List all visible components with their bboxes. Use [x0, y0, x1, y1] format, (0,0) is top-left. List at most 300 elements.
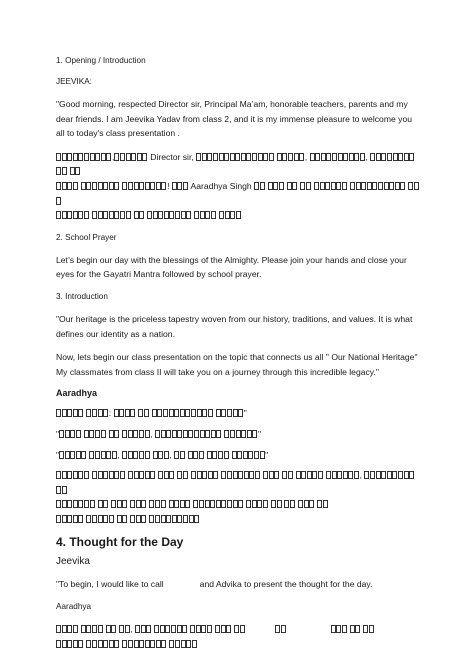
missing-glyph-box [62, 471, 67, 479]
missing-glyph-box [252, 153, 257, 161]
missing-glyph-box [356, 182, 361, 190]
missing-glyph-box [62, 486, 67, 494]
missing-glyph-box [137, 153, 142, 161]
missing-glyph-box [86, 182, 91, 190]
missing-glyph-box [408, 182, 413, 190]
missing-glyph-box [67, 182, 72, 190]
missing-glyph-box [70, 430, 75, 438]
hindi-line [56, 499, 328, 509]
missing-glyph-box [241, 153, 246, 161]
missing-glyph-box [237, 451, 242, 459]
missing-glyph-box [404, 153, 409, 161]
missing-glyph-box [131, 153, 136, 161]
missing-glyph-box [120, 153, 125, 161]
missing-glyph-box [180, 409, 185, 417]
missing-glyph-box [254, 182, 259, 190]
missing-glyph-box [238, 471, 243, 479]
missing-glyph-box [185, 500, 190, 508]
missing-glyph-box [150, 471, 155, 479]
missing-glyph-box [62, 167, 67, 175]
missing-glyph-box [78, 211, 83, 219]
missing-glyph-box [86, 640, 91, 648]
missing-glyph-box [161, 500, 166, 508]
missing-glyph-box [56, 500, 61, 508]
missing-glyph-box [169, 409, 174, 417]
missing-glyph-box [172, 430, 177, 438]
missing-glyph-box [163, 409, 168, 417]
missing-glyph-box [65, 451, 70, 459]
missing-glyph-box [224, 451, 229, 459]
missing-glyph-box [342, 182, 347, 190]
missing-glyph-box [122, 640, 127, 648]
missing-glyph-box [161, 430, 166, 438]
thought-call-paragraph [56, 577, 422, 592]
missing-glyph-box [161, 515, 166, 523]
missing-glyph-box [194, 430, 199, 438]
hindi-quote-1: : " [56, 406, 422, 421]
missing-glyph-box [126, 211, 131, 219]
missing-glyph-box [114, 430, 119, 438]
missing-glyph-box [370, 471, 375, 479]
missing-glyph-box [103, 500, 108, 508]
missing-glyph-box [279, 182, 284, 190]
missing-glyph-box [149, 500, 154, 508]
missing-glyph-box [128, 182, 133, 190]
missing-glyph-box [188, 430, 193, 438]
missing-glyph-box [207, 451, 212, 459]
missing-glyph-box [141, 500, 146, 508]
missing-glyph-box [277, 500, 282, 508]
missing-glyph-box [364, 471, 369, 479]
missing-glyph-box [98, 409, 103, 417]
hindi-quote-2: " , " [56, 428, 262, 439]
hindi-line: ! [56, 181, 189, 191]
missing-glyph-box [128, 640, 133, 648]
missing-glyph-box [166, 515, 171, 523]
missing-glyph-box [130, 500, 135, 508]
missing-glyph-box [156, 182, 161, 190]
missing-glyph-box [169, 471, 174, 479]
missing-glyph-box [56, 486, 61, 494]
missing-glyph-box [246, 500, 251, 508]
missing-glyph-box [155, 500, 160, 508]
missing-glyph-box [249, 471, 254, 479]
missing-glyph-box [268, 182, 273, 190]
speaker-aaradhya-bold: Aaradhya [56, 388, 98, 399]
missing-glyph-box [208, 409, 213, 417]
missing-glyph-box [273, 182, 278, 190]
missing-glyph-box [211, 430, 216, 438]
missing-glyph-box [122, 451, 127, 459]
missing-glyph-box [227, 500, 232, 508]
missing-glyph-box [191, 471, 196, 479]
hindi-line: , [56, 470, 415, 495]
missing-glyph-box [400, 182, 405, 190]
missing-glyph-box [89, 430, 94, 438]
missing-glyph-box [238, 409, 243, 417]
missing-glyph-box [126, 153, 131, 161]
hindi-welcome-paragraph [56, 150, 422, 223]
missing-glyph-box [233, 409, 238, 417]
missing-glyph-box [307, 471, 312, 479]
missing-glyph-box [114, 211, 119, 219]
missing-glyph-box [169, 211, 174, 219]
missing-glyph-box [317, 500, 322, 508]
missing-glyph-box [86, 409, 91, 417]
missing-glyph-box [196, 153, 201, 161]
missing-glyph-box [125, 409, 130, 417]
missing-glyph-box [98, 640, 103, 648]
missing-glyph-box [350, 182, 355, 190]
missing-glyph-box [138, 409, 143, 417]
missing-glyph-box [56, 153, 61, 161]
missing-glyph-box [331, 182, 336, 190]
missing-glyph-box [76, 430, 81, 438]
missing-glyph-box [224, 153, 229, 161]
missing-glyph-box [320, 182, 325, 190]
missing-glyph-box [114, 409, 119, 417]
missing-glyph-box [150, 640, 155, 648]
missing-glyph-box [78, 640, 83, 648]
missing-glyph-box [299, 153, 304, 161]
missing-glyph-box [120, 471, 125, 479]
missing-glyph-box [98, 182, 103, 190]
missing-glyph-box [238, 500, 243, 508]
missing-glyph-box [147, 211, 152, 219]
missing-glyph-box [404, 471, 409, 479]
missing-glyph-box [67, 153, 72, 161]
missing-glyph-box [360, 153, 365, 161]
missing-glyph-box [260, 182, 265, 190]
missing-glyph-box [199, 451, 204, 459]
missing-glyph-box [78, 471, 83, 479]
missing-glyph-box [310, 153, 315, 161]
missing-glyph-box [263, 153, 268, 161]
missing-glyph-box [252, 500, 257, 508]
missing-glyph-box [62, 153, 67, 161]
missing-glyph-box [174, 409, 179, 417]
missing-glyph-box [260, 451, 265, 459]
missing-glyph-box [95, 153, 100, 161]
missing-glyph-box [90, 500, 95, 508]
missing-glyph-box [65, 430, 70, 438]
missing-glyph-box [326, 471, 331, 479]
missing-glyph-box [186, 640, 191, 648]
missing-glyph-box [376, 471, 381, 479]
missing-glyph-box [254, 451, 259, 459]
missing-glyph-box [70, 167, 75, 175]
missing-glyph-box [73, 211, 78, 219]
missing-glyph-box [169, 500, 174, 508]
missing-glyph-box [200, 430, 205, 438]
missing-glyph-box [109, 430, 114, 438]
missing-glyph-box [101, 430, 106, 438]
missing-glyph-box [106, 451, 111, 459]
missing-glyph-box [221, 500, 226, 508]
missing-glyph-box [73, 515, 78, 523]
missing-glyph-box [235, 153, 240, 161]
missing-glyph-box [109, 182, 114, 190]
missing-glyph-box [145, 640, 150, 648]
missing-glyph-box [78, 409, 83, 417]
missing-glyph-box [257, 500, 262, 508]
missing-glyph-box [213, 471, 218, 479]
missing-glyph-box [73, 409, 78, 417]
missing-glyph-box [194, 211, 199, 219]
missing-glyph-box [75, 167, 80, 175]
missing-glyph-box [192, 640, 197, 648]
inline-name: Aaradhya Singh [188, 180, 255, 191]
prayer-paragraph: Let’s begin our day with the blessings of the Almighty. Please join your hands and close your eyes for the Gayatri Mantra followed by school prayer. [56, 254, 407, 280]
missing-glyph-box [181, 640, 186, 648]
missing-glyph-box [409, 153, 414, 161]
missing-glyph-box [263, 471, 268, 479]
missing-glyph-box [219, 211, 224, 219]
missing-glyph-box [84, 211, 89, 219]
missing-glyph-box [336, 182, 341, 190]
missing-glyph-box [114, 182, 119, 190]
missing-glyph-box [274, 471, 279, 479]
missing-glyph-box [122, 500, 127, 508]
section-heading-introduction: 3. Introduction [56, 291, 108, 301]
section-heading-prayer: 2. School Prayer [56, 232, 117, 242]
missing-glyph-box [301, 471, 306, 479]
missing-glyph-box [202, 153, 207, 161]
missing-glyph-box [156, 640, 161, 648]
missing-glyph-box [103, 211, 108, 219]
missing-glyph-box [56, 167, 61, 175]
missing-glyph-box [269, 471, 274, 479]
missing-glyph-box [376, 153, 381, 161]
missing-glyph-box [381, 153, 386, 161]
missing-glyph-box [78, 515, 83, 523]
missing-glyph-box [101, 451, 106, 459]
missing-glyph-box [134, 211, 139, 219]
missing-glyph-box [70, 451, 75, 459]
welcome-paragraph: "Good morning, respected Director sir, Principal Ma’am, honorable teachers, parents and my dear friends. I am Jeevika Yadav from class 2, and it is my immense pleasure to welcome you all to today's class presentation . [56, 99, 412, 139]
missing-glyph-box [183, 515, 188, 523]
missing-glyph-box [103, 182, 108, 190]
missing-glyph-box [233, 500, 238, 508]
missing-glyph-box [76, 451, 81, 459]
missing-glyph-box [227, 409, 232, 417]
missing-glyph-box [244, 471, 249, 479]
thought-call-text-a: "To begin, I would like to call [56, 579, 164, 590]
missing-glyph-box [393, 153, 398, 161]
missing-glyph-box [248, 451, 253, 459]
missing-glyph-box [292, 182, 297, 190]
missing-glyph-box [208, 471, 213, 479]
missing-glyph-box [62, 211, 67, 219]
missing-glyph-box [183, 430, 188, 438]
hindi-line [56, 210, 241, 220]
missing-glyph-box [164, 451, 169, 459]
hindi-thought-paragraph [56, 622, 422, 651]
missing-glyph-box [175, 640, 180, 648]
missing-glyph-box [348, 471, 353, 479]
missing-glyph-box [284, 500, 289, 508]
missing-glyph-box [207, 153, 212, 161]
missing-glyph-box [161, 182, 166, 190]
missing-glyph-box [84, 153, 89, 161]
missing-glyph-box [218, 451, 223, 459]
missing-glyph-box [309, 500, 314, 508]
missing-glyph-box [92, 409, 97, 417]
missing-glyph-box [128, 451, 133, 459]
missing-glyph-box [414, 182, 419, 190]
missing-glyph-box [174, 451, 179, 459]
missing-glyph-box [318, 471, 323, 479]
missing-glyph-box [398, 153, 403, 161]
missing-glyph-box [378, 182, 383, 190]
missing-glyph-box [384, 182, 389, 190]
missing-glyph-box [78, 153, 83, 161]
missing-glyph-box [56, 197, 61, 205]
missing-glyph-box [255, 471, 260, 479]
missing-glyph-box [212, 451, 217, 459]
missing-glyph-box [122, 182, 127, 190]
thought-call-text-b: and Advika to present the thought for the day. [199, 579, 373, 590]
missing-glyph-box [354, 471, 359, 479]
missing-glyph-box [282, 471, 287, 479]
missing-glyph-box [81, 182, 86, 190]
missing-glyph-box [92, 211, 97, 219]
missing-glyph-box [387, 153, 392, 161]
missing-glyph-box [155, 430, 160, 438]
missing-glyph-box [164, 211, 169, 219]
missing-glyph-box [288, 471, 293, 479]
missing-glyph-box [86, 515, 91, 523]
missing-glyph-box [142, 153, 147, 161]
missing-glyph-box [236, 211, 241, 219]
missing-glyph-box [62, 500, 67, 508]
missing-glyph-box [174, 500, 179, 508]
missing-glyph-box [141, 515, 146, 523]
missing-glyph-box [59, 451, 64, 459]
missing-glyph-box [67, 471, 72, 479]
missing-glyph-box [321, 153, 326, 161]
missing-glyph-box [136, 515, 141, 523]
hindi-quote-3: " , , " [56, 449, 269, 460]
missing-glyph-box [62, 515, 67, 523]
hindi-line [56, 514, 200, 524]
missing-glyph-box [145, 430, 150, 438]
missing-glyph-box [332, 153, 337, 161]
missing-glyph-box [98, 211, 103, 219]
speaker-aaradhya-2: Aaradhya [56, 602, 92, 612]
missing-glyph-box [221, 471, 226, 479]
missing-glyph-box [236, 430, 241, 438]
missing-glyph-box [180, 451, 185, 459]
missing-glyph-box [81, 451, 86, 459]
missing-glyph-box [92, 640, 97, 648]
missing-glyph-box [300, 182, 305, 190]
missing-glyph-box [144, 409, 149, 417]
presentation-paragraph: Now, lets begin our class presentation on the topic that connects us all " Our National Heritage" My classmates from class II will take you on a journey through this incredible legacy." [56, 352, 418, 377]
missing-glyph-box [62, 182, 67, 190]
missing-glyph-box [145, 182, 150, 190]
missing-glyph-box [370, 153, 375, 161]
missing-glyph-box [62, 640, 67, 648]
missing-glyph-box [185, 409, 190, 417]
missing-glyph-box [315, 153, 320, 161]
missing-glyph-box [89, 451, 94, 459]
missing-glyph-box [139, 182, 144, 190]
missing-glyph-box [199, 500, 204, 508]
missing-glyph-box [114, 471, 119, 479]
missing-glyph-box [73, 500, 78, 508]
speaker-jeevika-2: Jeevika [56, 556, 90, 568]
missing-glyph-box [323, 500, 328, 508]
missing-glyph-box [103, 409, 108, 417]
missing-glyph-box [128, 430, 133, 438]
missing-glyph-box [161, 640, 166, 648]
section-heading-thought: 4. Thought for the Day [56, 535, 184, 550]
missing-glyph-box [134, 471, 139, 479]
missing-glyph-box [409, 471, 414, 479]
missing-glyph-box [282, 153, 287, 161]
missing-glyph-box [177, 430, 182, 438]
missing-glyph-box [312, 471, 317, 479]
missing-glyph-box [381, 471, 386, 479]
missing-glyph-box [101, 153, 106, 161]
missing-glyph-box [202, 409, 207, 417]
missing-glyph-box [197, 409, 202, 417]
missing-glyph-box [230, 430, 235, 438]
missing-glyph-box [193, 451, 198, 459]
missing-glyph-box [120, 211, 125, 219]
missing-glyph-box [73, 471, 78, 479]
missing-glyph-box [117, 500, 122, 508]
missing-glyph-box [62, 409, 67, 417]
missing-glyph-box [155, 515, 160, 523]
missing-glyph-box [56, 471, 61, 479]
missing-glyph-box [172, 515, 177, 523]
missing-glyph-box [233, 471, 238, 479]
missing-glyph-box [103, 515, 108, 523]
missing-glyph-box [73, 153, 78, 161]
missing-glyph-box [230, 211, 235, 219]
missing-glyph-box [90, 153, 95, 161]
missing-glyph-box [139, 211, 144, 219]
missing-glyph-box [139, 451, 144, 459]
missing-glyph-box [205, 500, 210, 508]
missing-glyph-box [343, 471, 348, 479]
missing-glyph-box [200, 211, 205, 219]
missing-glyph-box [67, 409, 72, 417]
missing-glyph-box [92, 182, 97, 190]
missing-glyph-box [180, 500, 185, 508]
missing-glyph-box [230, 153, 235, 161]
missing-glyph-box [56, 640, 61, 648]
missing-glyph-box [109, 211, 114, 219]
missing-glyph-box [287, 182, 292, 190]
missing-glyph-box [67, 640, 72, 648]
missing-glyph-box [372, 182, 377, 190]
missing-glyph-box [145, 451, 150, 459]
missing-glyph-box [392, 471, 397, 479]
missing-glyph-box [337, 471, 342, 479]
missing-glyph-box [164, 471, 169, 479]
missing-glyph-box [149, 515, 154, 523]
missing-glyph-box [175, 211, 180, 219]
missing-glyph-box [119, 409, 124, 417]
missing-glyph-box [73, 640, 78, 648]
missing-glyph-box [73, 182, 78, 190]
missing-glyph-box [133, 451, 138, 459]
missing-glyph-box [84, 471, 89, 479]
missing-glyph-box [109, 515, 114, 523]
